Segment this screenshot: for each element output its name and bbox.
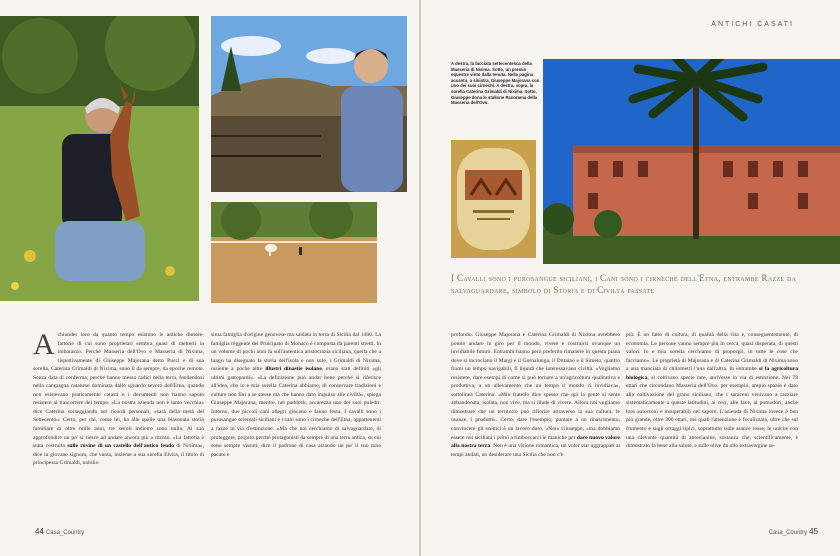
magazine-name-right: Casa_Country: [768, 530, 808, 536]
article-column-2: [211, 331, 381, 527]
magazine-name-left: Casa_Country: [45, 530, 85, 536]
right-folio: [769, 527, 820, 536]
pull-quote: I Cavalli sono i purosangue siciliani, i Cani sono i cirneche dell'Etna, entrambe Razze da salvaguardare, simbolo di Storia e di Civiltà passate: [451, 273, 797, 295]
photo-caption: A destra, la facciata settecentesca della Masseria di Nixima. Sotto, un premio equestre vinto dalla tenuta. Nella pagina accanto, a sinistra, Giuseppe Majorana con uno dei suoi cirnechi. A destra, sopra, la sorella Caterina Grimaldi di Nixima. Sotto, Giuseppe dona le stallone Panorama della Masseria dell'Ovo.: [451, 61, 540, 106]
article-bold: si fa agricoltura biologica: [626, 366, 798, 381]
article-text: , si coltivano specie rare, anch'esse in via di estinzione. Nei 78 ettari che circondano Masseria dell'Ovo, per esempio, ampio spazio è dato alla coltivazione del grano siciliano, che i saraceni venivano a razziare sistematicamente a queste latitudini, ai ceci, alle fave, ai pomodori, anche loro autoctoni e insuperabili nel sapore. L'azienda di Nixima invece è ben più grande, oltre 300 ettari, nei quali l'attenzione è focalizzata, oltre che sul frumento e sugli ortaggi tipici, soprattutto sulle arance rosse, le uniche con una rilevante quantità di antocianine, sostanza che, scientificamente, è dimostrato fa bene alla salute, e sulle olive da olio extravergine se-: [626, 374, 798, 450]
article-text: chiunder loro da quanto tempo esistono le antiche dimore-fattorie di cui sono proprietari sembra quasi di metterli in imbarazzo. Perché Masseria dell'Ovo e Masseria di Nixima, rispettivamente di Giuseppe Majorana detto Pucci e di sua sorella, Caterina Grimaldi di Nixima, sono lì da sempre, da epoche remote. Senza data di conferma, perché hanno messo radici nella terra, fondendosi nella campagna catanese dominata dallo sguardo severo dell'Etna, quando non esistevano praticamente catasti e i documenti non hanno saputo resistere al trascorrere del tempo. «La nostra azienda non è tanto vecchia» dice Caterina sorseggiando nei ricordi personali, «sarà della metà del Settecento». Certo, per chi, come lei, ha alle spalle una blasonata storia familiare di oltre mille anni, tre secoli indietro sono nulla. Al suo approfondire un po' si riesce ad andare ancora più a ritroso. «La fattoria è stata costruita: [33, 332, 204, 450]
article-text: sima famiglia d'origine genovese ma saldata in terra di Sicilia dal 1400. La famiglia reggente del Principato di Monaco è composta da parenti stretti. In un volume di pochi anni fa sull'autentica aristocrazia siciliana, quella che a lungo ha disegnato la storia dell'isola e non solo, i Grimaldi di Nixima, insieme a poche altre: [211, 332, 381, 373]
equestrian-award-plaque: [451, 140, 536, 258]
article-bold: dare nuovo valore alla nostra terra: [451, 434, 620, 450]
article-text: , erano stati definiti «gli ultimi gattopardi». «La definizione può andar bene perché si riferisce all'idea, che io e mia sorella Caterina abbiamo, di conservare tradizioni e culture non fini a se stesse ma che hanno dato impulso alle civiltà», spiega Giuseppe Majorana, mentre, nel paddock, accarezza uno dei suoi puledri. Intorno, due piccoli cani allegri giocano e fanno festa. I cavalli sono i purosangue orientali siciliani e i cani sono i cirneche dell'Etna, appartenenti a razze in via d'estinzione. «Ma che noi cerchiamo di salvaguardare, di proteggere, proprio perché protagonisti da sempre di una terra antica, su cui sono sempre vissuti, dice il padrone di casa alzando un po' il suo tono pacato e: [211, 366, 381, 458]
article-text: . Non è una visione romantica, un voler star aggrappati ai tempi andati, un desiderare una Sicilia che non c'è: [451, 443, 620, 458]
page-number-right: 45: [809, 527, 818, 536]
article-text: di Nixima», dice la giovane signora, che vanta, insieme a sua sorella Elvira, il titolo di principessa Grimaldi, nobilis-: [33, 443, 204, 467]
article-text: profondo. Giuseppe Majorana e Caterina Grimaldi di Nixima avrebbero potuto andare in giro per il mondo, vivere e costruirsi ovunque un invidiabile futuro. Entrambi hanno però preferito rimanere in questa piana dove si incrociano il Margi e il Gornalunga, il Dittaino e il Simeto, quattro fiumi un tempo navigabili, fi liquidi che interessavano civiltà. «Vogliamo resistere, dare esempi di come si può tornare a un'agricoltura qualitativa e produttiva, a un allevamento che un tempo il mondo ci invidiava», sottolinea Caterina. «Mio fratello dice spesso che qui la gente si sente abbandonata, isolata, non vive, ma si illude di vivere. Allora noi vogliamo dimostrare che un territorio può rifiorire attraverso la sua cultura, le usanze, i prodotti». Certo, dare l'esempio, puntare a un rinascimento, convincere gli scettici è un lavoro duro. «Noi» Giuseppe, «ma dobbiamo essere noi siciliani i primi a rimboccarci le maniche per: [451, 332, 620, 441]
page-number-left: 44: [35, 527, 44, 536]
woman-portrait-photo: [211, 16, 407, 192]
article-bold: sulle rovine di un castello dell'antico feudo: [67, 443, 174, 450]
section-title: ANTICHI CASATI: [711, 21, 794, 28]
man-with-dog-photo: [0, 16, 199, 301]
article-bold: illustri dinastie isolane: [265, 366, 322, 373]
left-folio: [33, 527, 84, 536]
horse-paddock-photo: [211, 202, 377, 303]
article-column-1: [33, 331, 204, 527]
masseria-facade-photo: [543, 59, 840, 264]
article-column-3: [451, 331, 620, 527]
drop-cap: A: [33, 331, 55, 361]
article-column-4: [626, 331, 798, 527]
article-text: più. È un fatto di cultura, di qualità della vita e, conseguentemente, di economia. Le persone vanno sempre più in cerca, quasi disperata, di questi valori. Io e mia sorella cerchiamo di proporgli, in tutte le cose che facciamo». Le proprietà di Majorana e di Caterina Grimaldi di Nixima sono a una manciata di chilometri l'una dall'altra. In entrambe: [626, 332, 798, 373]
